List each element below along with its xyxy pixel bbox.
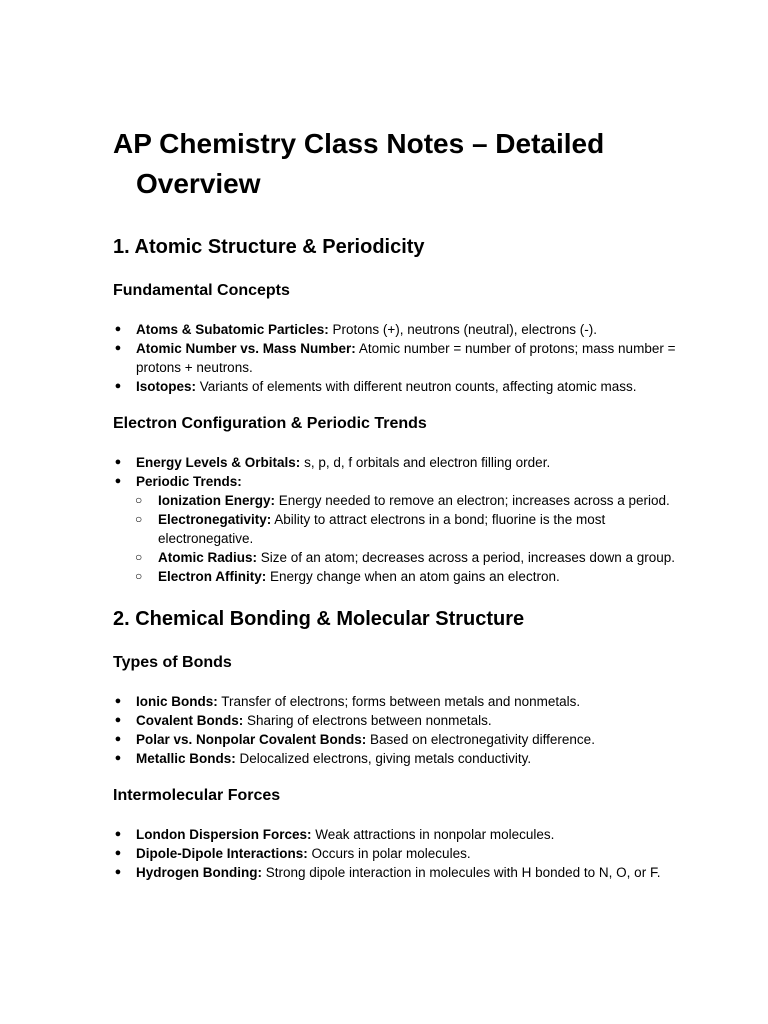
hollow-bullet-icon: ○ (135, 512, 143, 526)
hollow-bullet-icon: ○ (135, 569, 143, 583)
hollow-bullet-icon: ○ (135, 550, 143, 564)
item-text: Variants of elements with different neutron counts, affecting atomic mass. (196, 379, 637, 394)
hollow-bullet-icon: ○ (135, 493, 143, 507)
document-title: AP Chemistry Class Notes – Detailed Overview (113, 128, 605, 199)
bullet-icon: ● (114, 866, 122, 878)
list-item (113, 749, 683, 768)
subsection-heading: Intermolecular Forces (113, 787, 281, 804)
list-item (113, 472, 683, 586)
sub-list-item (113, 567, 683, 586)
item-term: Polar vs. Nonpolar Covalent Bonds: (136, 732, 367, 747)
list-item (113, 711, 683, 730)
item-text: Occurs in polar molecules. (307, 846, 471, 861)
item-term: Electronegativity: (158, 512, 272, 527)
item-term: Hydrogen Bonding: (136, 865, 262, 880)
bullet-icon: ● (114, 752, 122, 764)
item-text: Delocalized electrons, giving metals conductivity. (235, 751, 532, 766)
item-term: Periodic Trends: (136, 474, 242, 489)
document-page (113, 124, 683, 882)
item-text: Size of an atom; decreases across a period, increases down a group. (257, 550, 675, 565)
list-item (113, 730, 683, 749)
bullet-icon: ● (114, 847, 122, 859)
bullet-list (113, 453, 683, 586)
item-term: Dipole-Dipole Interactions: (136, 846, 308, 861)
list-item (113, 863, 683, 882)
item-term: Atomic Number vs. Mass Number: (136, 341, 356, 356)
item-text: Energy change when an atom gains an electron. (266, 569, 560, 584)
bullet-list (113, 825, 683, 882)
sub-list-item (113, 548, 683, 567)
item-term: London Dispersion Forces: (136, 827, 312, 842)
item-text: Protons (+), neutrons (neutral), electrons (-). (328, 322, 598, 337)
bullet-icon: ● (114, 714, 122, 726)
item-text: Transfer of electrons; forms between metals and nonmetals. (217, 694, 581, 709)
list-item (113, 377, 683, 396)
bullet-icon: ● (114, 323, 122, 335)
list-item (113, 320, 683, 339)
section-heading: 1. Atomic Structure & Periodicity (113, 236, 425, 258)
item-text: Based on electronegativity difference. (366, 732, 595, 747)
item-term: Ionization Energy: (158, 493, 276, 508)
item-text: Ability to attract electrons in a bond; fluorine is the most electronegative. (158, 512, 606, 546)
item-text: s, p, d, f orbitals and electron filling order. (300, 455, 551, 470)
list-item (113, 692, 683, 711)
list-item (113, 453, 683, 472)
list-item (113, 339, 683, 377)
sub-list-item (113, 491, 683, 510)
item-text: Sharing of electrons between nonmetals. (243, 713, 492, 728)
item-text: Atomic number = number of protons; mass number = protons + neutrons. (136, 341, 676, 375)
item-term: Energy Levels & Orbitals: (136, 455, 301, 470)
bullet-icon: ● (114, 456, 122, 468)
item-term: Covalent Bonds: (136, 713, 244, 728)
item-term: Metallic Bonds: (136, 751, 236, 766)
subsection-heading: Fundamental Concepts (113, 282, 290, 299)
bullet-icon: ● (114, 342, 122, 354)
item-term: Atomic Radius: (158, 550, 258, 565)
nested-bullet-list (113, 491, 683, 586)
bullet-list (113, 320, 683, 396)
item-term: Ionic Bonds: (136, 694, 218, 709)
section-heading: 2. Chemical Bonding & Molecular Structure (113, 608, 525, 630)
item-term: Atoms & Subatomic Particles: (136, 322, 329, 337)
subsection-heading: Electron Configuration & Periodic Trends (113, 415, 427, 432)
item-text: Weak attractions in nonpolar molecules. (311, 827, 555, 842)
subsection-heading: Types of Bonds (113, 654, 232, 671)
item-term: Isotopes: (136, 379, 197, 394)
bullet-icon: ● (114, 380, 122, 392)
item-text: Strong dipole interaction in molecules with H bonded to N, O, or F. (261, 865, 661, 880)
bullet-icon: ● (114, 695, 122, 707)
bullet-icon: ● (114, 828, 122, 840)
list-item (113, 825, 683, 844)
bullet-icon: ● (114, 733, 122, 745)
bullet-list (113, 692, 683, 768)
bullet-icon: ● (114, 475, 122, 487)
item-term: Electron Affinity: (158, 569, 267, 584)
sub-list-item (113, 510, 683, 548)
list-item (113, 844, 683, 863)
item-text: Energy needed to remove an electron; increases across a period. (275, 493, 670, 508)
